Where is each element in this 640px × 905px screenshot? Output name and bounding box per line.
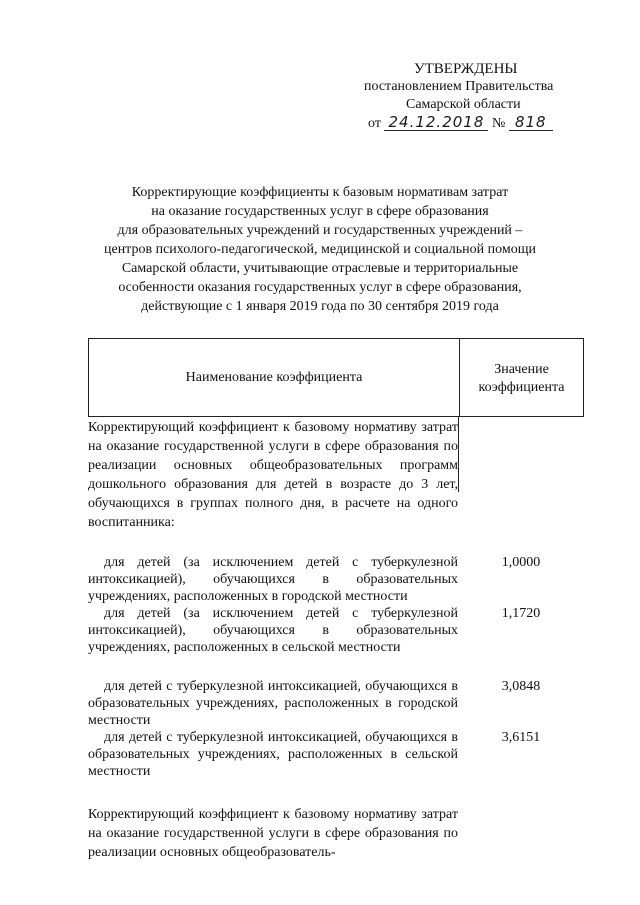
row-value: 1,1720 [501,606,541,621]
table-row [88,729,584,780]
table-body [88,417,584,862]
header-coefficient-value [460,339,583,416]
approval-line-region: Самарской области [406,97,521,112]
approval-date-number-line [348,114,588,133]
row-value: 3,0848 [501,679,541,694]
from-label: от [368,116,381,131]
table-row [88,678,584,729]
document-title [60,183,580,316]
title-line: для образовательных учреждений и государственных учреждений – [117,223,523,238]
title-line: Самарской области, учитывающие отраслевые и территориальные [121,261,519,276]
handwritten-date: 24.12.2018 [384,114,488,131]
handwritten-number: 818 [509,114,553,131]
approval-block [348,60,588,133]
number-label: № [491,116,506,131]
row-text: для детей с туберкулезной интоксикацией, обучающихся в образовательных учреждениях, расположенных в сельской местности [88,730,458,779]
row-value: 1,0000 [501,555,541,570]
title-line: Корректирующие коэффициенты к базовым нормативам затрат [131,185,509,200]
title-line: на оказание государственных услуг в сфере образования [151,204,489,219]
coefficients-table [88,338,584,862]
table-row [88,605,584,656]
header-coefficient-name: Наименование коэффициента [89,339,460,416]
header-value-line2: коэффициента [478,379,565,395]
table-row [88,554,584,605]
section-intro: Корректирующий коэффициент к базовому нормативу затрат на оказание государственной услуги в сфере образования по реализации основных общеобразователь- [88,807,458,860]
table-header [88,338,584,417]
column-divider [458,417,459,492]
header-value-line1: Значение [494,361,549,377]
title-line: особенности оказания государственных услуг в сфере образования, [118,280,522,295]
title-line: действующие с 1 января 2019 года по 30 сентября 2019 года [141,299,499,314]
row-value: 3,6151 [501,730,541,745]
row-text: для детей с туберкулезной интоксикацией, обучающихся в образовательных учреждениях, расположенных в городской местности [88,679,458,728]
section-intro: Корректирующий коэффициент к базовому нормативу затрат на оказание государственной услуги в сфере образования по реализации основных общеобразовательных программ дошкольного образования для детей в возрасте до 3 лет, обучающихся в группах полного дня, в расчете на одного воспитанника: [88,420,458,530]
row-text: для детей (за исключением детей с туберкулезной интоксикацией), обучающихся в образовательных учреждениях, расположенных в городской местности [88,555,458,604]
title-line: центров психолого-педагогической, медицинской и социальной помощи [103,242,537,257]
approval-heading: УТВЕРЖДЕНЫ [414,61,518,77]
row-text: для детей (за исключением детей с туберкулезной интоксикацией), обучающихся в образовательных учреждениях, расположенных в сельской местности [88,606,458,655]
approval-line-government: постановлением Правительства [364,79,554,94]
